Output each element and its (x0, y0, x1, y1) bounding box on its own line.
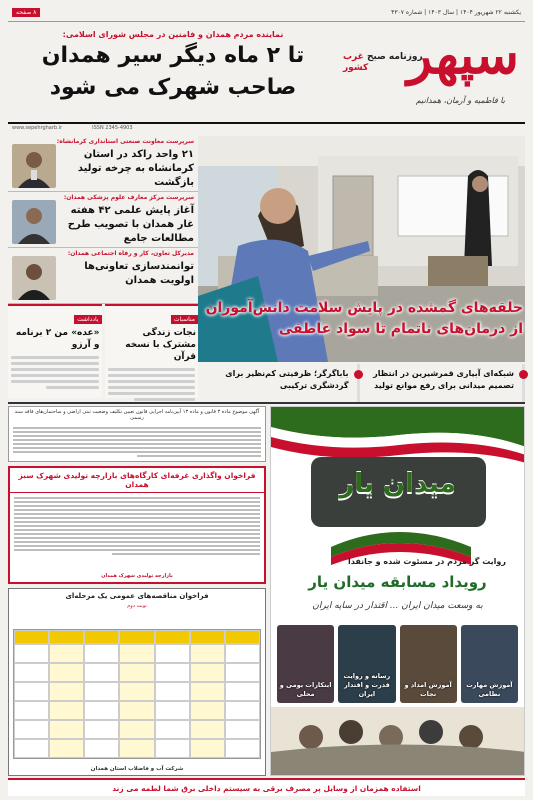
poster-slogan: به وسعت میدان ایران ... اقتدار در سایه ایران (312, 601, 483, 611)
column-head: مناسبات (171, 315, 198, 324)
slogan: با فاطمیه و آرمان، همدانیم (415, 96, 505, 105)
logo-subtitle (343, 52, 433, 74)
main-title-1: حلقه‌های گمشده در پایش سلامت دانش‌آموزان (205, 300, 523, 316)
small-columns (8, 304, 198, 398)
main-story-headline[interactable] (203, 298, 523, 340)
sub-story[interactable] (198, 364, 360, 402)
sidebar-story[interactable] (8, 136, 198, 192)
story-kicker: مدیرکل تعاون، کار و رفاه اجتماعی همدان: (67, 250, 194, 257)
notice-body (9, 423, 265, 461)
logo-sub-2: غرب کشور (343, 52, 369, 73)
issn: ISSN 2345-4903 (92, 125, 133, 131)
lead-title-1: تا ۲ ماه دیگر سیر همدان (41, 43, 305, 68)
bullet-icon (354, 370, 363, 379)
poster-title: میدان یار (339, 469, 456, 499)
maydan-yar-poster[interactable] (270, 406, 525, 776)
card-label: آموزش امداد و نجات (404, 681, 452, 698)
column-title: نجات زندگی مشترک با نسخه قرآن (125, 328, 196, 362)
ads-column (8, 406, 266, 776)
story-kicker: سرپرست معاونت صنعتی استانداری کرمانشاه: (56, 138, 194, 145)
sidebar-story[interactable] (8, 192, 198, 248)
story-title: ۲۱ واحد راکد در استان کرمانشاه به چرخه تولید بازگشت (77, 149, 194, 188)
poster-cards (277, 625, 518, 703)
tender-footer: شرکت آب و فاضلاب استان همدان (90, 766, 184, 772)
tender-table (13, 629, 261, 759)
newspaper-logo[interactable]: سپهر (407, 25, 519, 86)
story-kicker: سرپرست مرکز معارف علوم پزشکی همدان: (63, 194, 194, 201)
sub-story-title: شبکه‌ای آبیاری قمرشیرین در انتظار تصمیم میدانی برای رفع موانع تولید (373, 369, 514, 390)
url-bar (8, 122, 525, 132)
column-story[interactable] (8, 304, 102, 398)
sub-stories (198, 364, 525, 402)
pages-badge: ۸ صفحه (12, 8, 40, 17)
footer-notice: استفاده همزمان از وسایل پر مصرف برقی به سیستم داخلی برق شما لطمه می زند (8, 778, 525, 796)
notice-title: آگهی موضوع ماده ۳ قانون و ماده ۱۳ آیین‌نامه اجرایی قانون تعیین تکلیف وضعیت ثبتی اراضی و ساختمان‌های فاقد سند رسمی (14, 409, 260, 421)
sidebar-story[interactable] (8, 248, 198, 304)
portrait-photo (12, 200, 56, 244)
poster-event-title: رویداد مسابقه میدان یار (308, 573, 487, 591)
date-line: یکشنبه ۲۲ شهریور ۱۴۰۴ | سال ۱۴۰۳ | شماره ۴۳۰۷ (391, 9, 521, 16)
section-divider (8, 402, 525, 404)
tender-ad[interactable] (8, 588, 266, 776)
poster-tagline: روایت گر مردم در مسئوت شده و جانفدا (347, 557, 506, 566)
market-ad[interactable] (8, 466, 266, 584)
poster-card[interactable] (338, 625, 395, 703)
tender-title: فراخوان مناقصه‌های عمومی یک مرحله‌ای (65, 592, 209, 600)
market-ad-title: فراخوان واگذاری غرفه‌ای کارگاه‌های بازارچه تولیدی شهرک سبز همدان (10, 468, 264, 493)
legal-notice-ad[interactable] (8, 406, 266, 462)
card-label: آموزش مهارت نظامی (466, 681, 513, 698)
sub-story-title: باباگرگر؛ ظرفیتی کم‌نظیر برای گردشگری ترکیبی (225, 369, 349, 390)
story-title: توانمندسازی تعاونی‌ها اولویت همدان (84, 261, 194, 286)
portrait-photo (12, 144, 56, 188)
poster-card[interactable] (400, 625, 457, 703)
date-bar (8, 4, 525, 22)
column-head: یادداشت (74, 315, 101, 324)
body-text (105, 368, 199, 401)
card-label: رسانه و روایت قدرت و اقتدار ایران (343, 672, 391, 698)
site-url[interactable]: www.sepehrgharb.ir (12, 125, 63, 131)
card-label: ابتکارات بومی و محلی (279, 681, 332, 698)
logo-sub-1: روزنامه صبح (366, 52, 423, 62)
sub-story[interactable] (364, 364, 526, 402)
market-ad-body (10, 493, 264, 559)
bullet-icon (519, 370, 528, 379)
poster-card[interactable] (277, 625, 334, 703)
news-sidebar (8, 136, 198, 398)
column-story[interactable] (105, 304, 199, 398)
masthead (335, 26, 525, 124)
column-title: «عده» من ۲ برنامه و آرزو (15, 328, 100, 350)
tender-round: نوبت دوم (127, 603, 147, 609)
body-text (8, 356, 102, 389)
lead-headline[interactable] (8, 30, 338, 126)
poster-card[interactable] (461, 625, 518, 703)
lead-title-2: صاحب شهرک می شود (49, 75, 297, 100)
story-title: آغاز پایش علمی ۴۲ هفته غار همدان با تصویب طرح مطالعات جامع (67, 205, 194, 244)
lead-kicker: نماینده مردم همدان و فامنین در مجلس شورای اسلامی: (62, 30, 284, 39)
main-title-2: از درمان‌های ناتمام تا سواد عاطفی (278, 321, 523, 337)
market-ad-footer: بازارچه تولیدی شهرک همدان (101, 573, 173, 579)
portrait-photo (12, 256, 56, 300)
